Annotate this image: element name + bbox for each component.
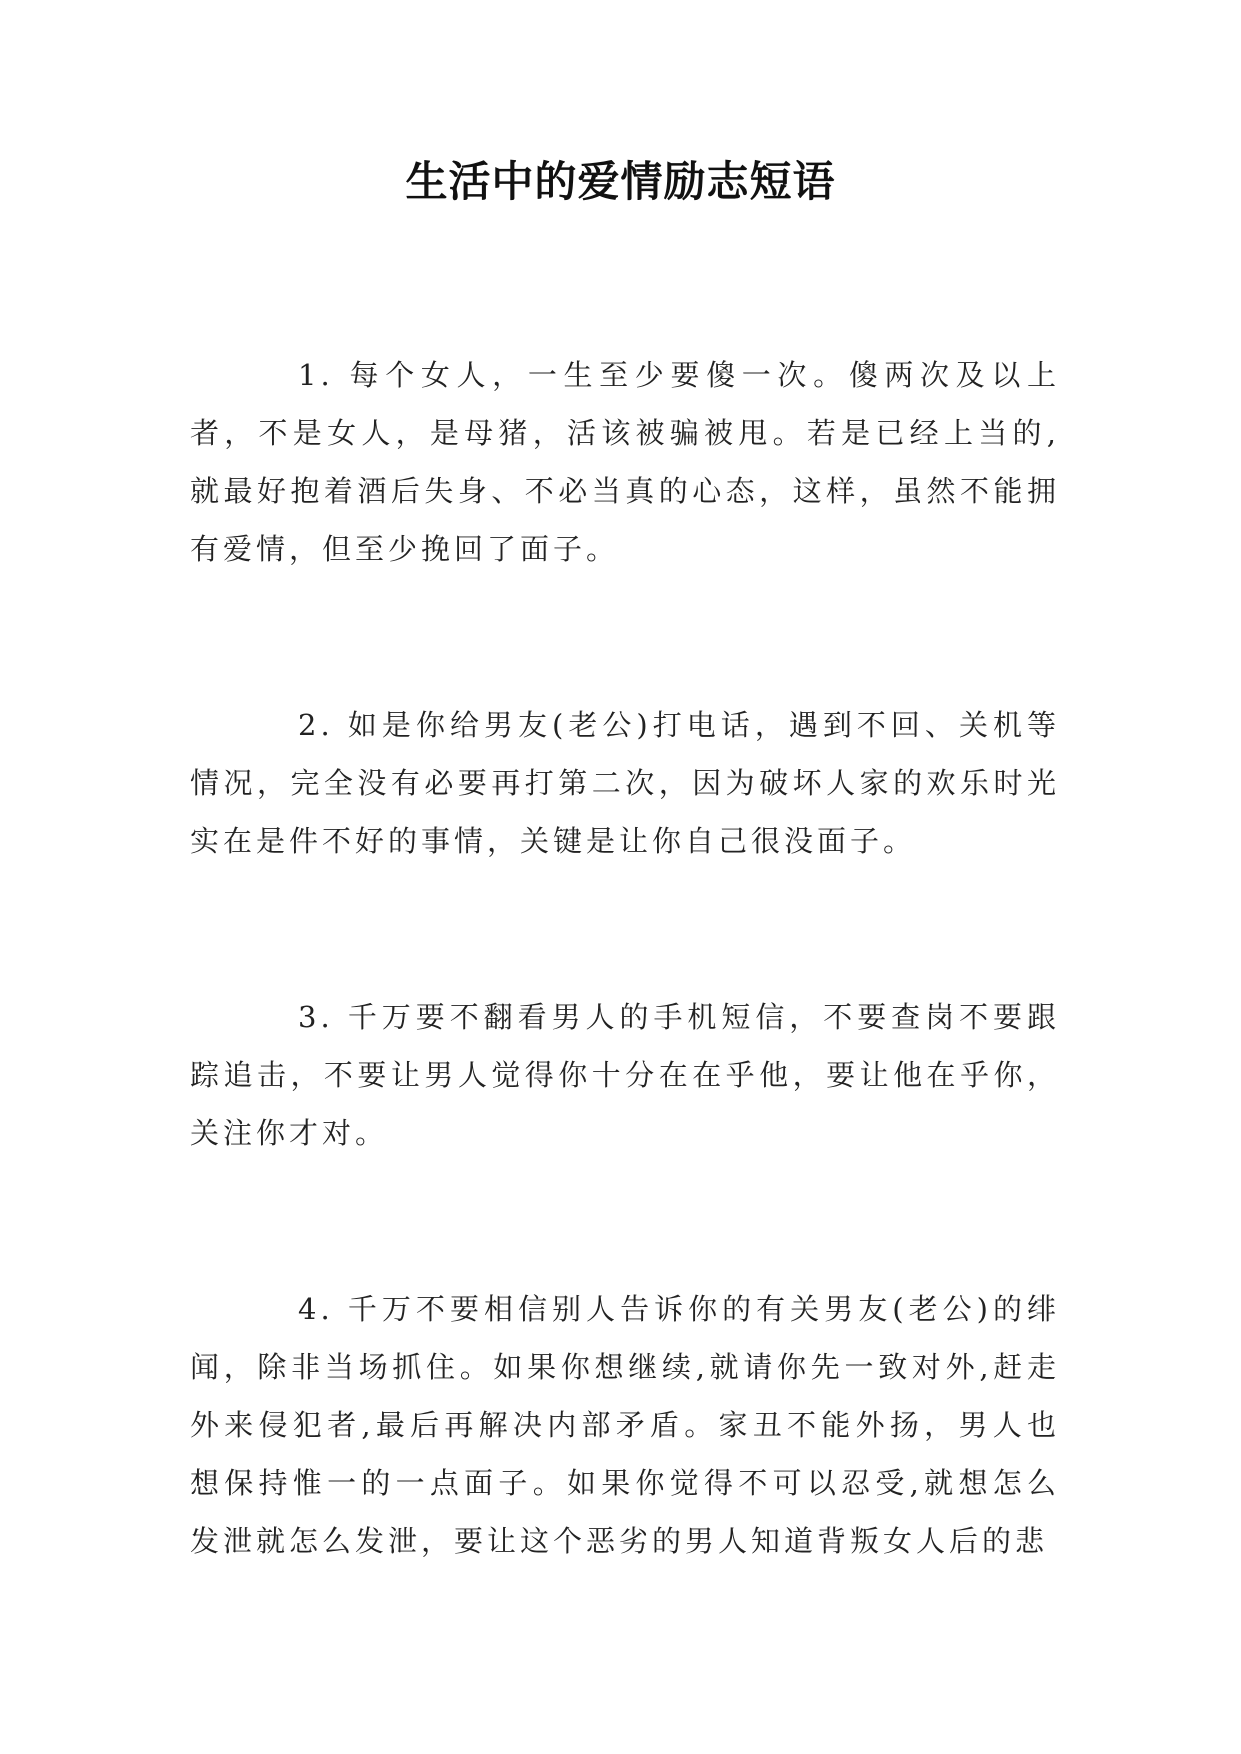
paragraph-3: 3. 千万要不翻看男人的手机短信，不要查岗不要跟踪追击，不要让男人觉得你十分在在乎他，要让他在乎你，关注你才对。 xyxy=(190,1000,1060,1150)
paragraph-4: 4. 千万不要相信别人告诉你的有关男友(老公)的绯闻，除非当场抓住。如果你想继续,就请你先一致对外,赶走外来侵犯者,最后再解决内部矛盾。家丑不能外扬，男人也想保持惟一的一点面子。如果你觉得不可以忍受,就想怎么发泄就怎么发泄，要让这个恶劣的男人知道背叛女人后的悲 xyxy=(190,1292,1060,1558)
paragraph-2: 2. 如是你给男友(老公)打电话，遇到不回、关机等情况，完全没有必要再打第二次，因为破坏人家的欢乐时光实在是件不好的事情，关键是让你自己很没面子。 xyxy=(190,708,1060,858)
paragraph-1: 1. 每个女人，一生至少要傻一次。傻两次及以上者，不是女人，是母猪，活该被骗被甩。若是已经上当的,就最好抱着酒后失身、不必当真的心态，这样，虽然不能拥有爱情，但至少挽回了面子。 xyxy=(190,358,1060,566)
page-title: 生活中的爱情励志短语 xyxy=(405,157,836,206)
